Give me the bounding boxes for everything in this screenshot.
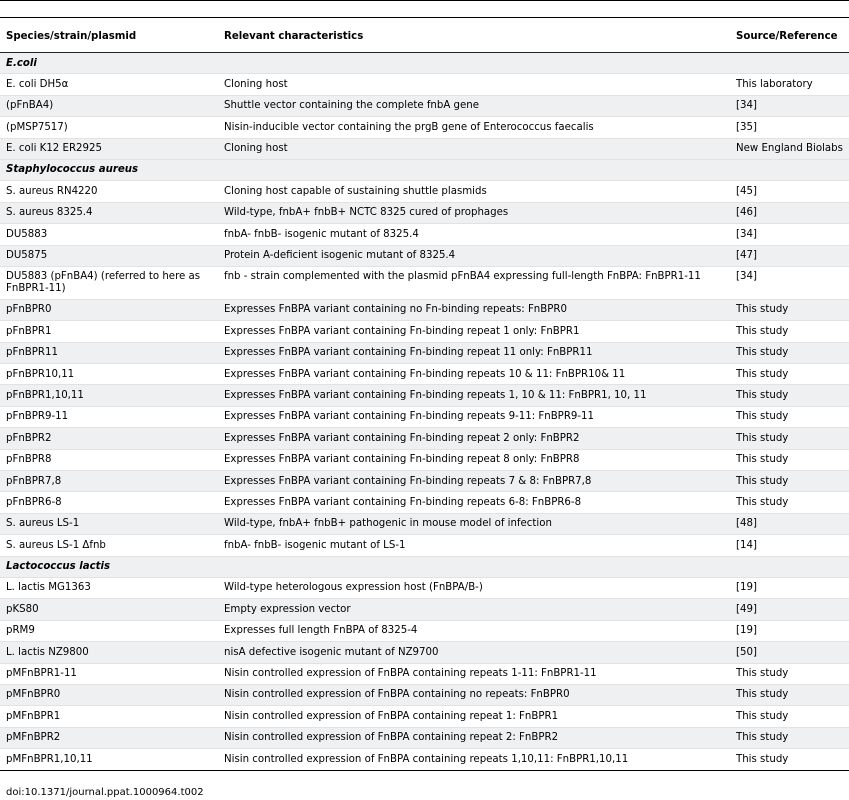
table-top-rule: [0, 0, 849, 1]
cell-source: This study: [730, 299, 849, 320]
cell-strain: pFnBPR7,8: [0, 471, 218, 492]
strains-table: [0, 27, 849, 771]
cell-characteristics: Expresses FnBPA variant containing Fn-binding repeats 1, 10 & 11: FnBPR1, 10, 11: [218, 385, 730, 406]
cell-strain: DU5875: [0, 245, 218, 266]
cell-source: [49]: [730, 599, 849, 620]
cell-source: This study: [730, 663, 849, 684]
doi-caption: doi:10.1371/journal.ppat.1000964.t002: [6, 787, 204, 798]
header-source: Source/Reference: [730, 27, 849, 53]
cell-source: This study: [730, 449, 849, 470]
table-row: [0, 620, 849, 641]
table-row: [0, 266, 849, 299]
table-row: [0, 513, 849, 534]
cell-source: [14]: [730, 535, 849, 556]
cell-characteristics: Expresses FnBPA variant containing Fn-binding repeat 2 only: FnBPR2: [218, 428, 730, 449]
table-title-rule: [0, 17, 849, 18]
cell-source: [34]: [730, 95, 849, 116]
cell-source: This study: [730, 321, 849, 342]
table-row: [0, 749, 849, 770]
table-row: [0, 663, 849, 684]
cell-strain: pMFnBPR1-11: [0, 663, 218, 684]
cell-characteristics: Shuttle vector containing the complete fnbA gene: [218, 95, 730, 116]
cell-source: [19]: [730, 577, 849, 598]
section-label: Staphylococcus aureus: [0, 159, 849, 180]
cell-characteristics: Nisin controlled expression of FnBPA containing no repeats: FnBPR0: [218, 684, 730, 705]
cell-source: New England Biolabs: [730, 138, 849, 159]
table-row: [0, 642, 849, 663]
table-row: [0, 74, 849, 95]
cell-characteristics: Nisin controlled expression of FnBPA containing repeats 1-11: FnBPR1-11: [218, 663, 730, 684]
cell-strain: E. coli K12 ER2925: [0, 138, 218, 159]
cell-source: This study: [730, 684, 849, 705]
cell-strain: pMFnBPR1,10,11: [0, 749, 218, 770]
cell-source: [45]: [730, 181, 849, 202]
cell-strain: L. lactis MG1363: [0, 577, 218, 598]
table-row: [0, 181, 849, 202]
header-row: [0, 27, 849, 53]
cell-characteristics: Cloning host capable of sustaining shuttle plasmids: [218, 181, 730, 202]
cell-characteristics: Expresses full length FnBPA of 8325-4: [218, 620, 730, 641]
cell-source: [35]: [730, 117, 849, 138]
section-label: E.coli: [0, 53, 849, 74]
cell-strain: S. aureus LS-1 Δfnb: [0, 535, 218, 556]
table-row: [0, 684, 849, 705]
table-row: [0, 471, 849, 492]
table-row: [0, 577, 849, 598]
table-row: [0, 385, 849, 406]
section-row: [0, 159, 849, 180]
cell-characteristics: Expresses FnBPA variant containing Fn-binding repeats 7 & 8: FnBPR7,8: [218, 471, 730, 492]
cell-source: This laboratory: [730, 74, 849, 95]
cell-strain: pRM9: [0, 620, 218, 641]
table-row: [0, 299, 849, 320]
table-row: [0, 95, 849, 116]
cell-characteristics: Wild-type heterologous expression host (FnBPA/B-): [218, 577, 730, 598]
cell-source: [19]: [730, 620, 849, 641]
table-row: [0, 406, 849, 427]
cell-source: [50]: [730, 642, 849, 663]
table-row: [0, 245, 849, 266]
cell-source: This study: [730, 492, 849, 513]
section-row: [0, 556, 849, 577]
table-row: [0, 599, 849, 620]
table-row: [0, 117, 849, 138]
table-body: [0, 53, 849, 771]
cell-characteristics: Empty expression vector: [218, 599, 730, 620]
section-row: [0, 53, 849, 74]
cell-characteristics: Protein A-deficient isogenic mutant of 8325.4: [218, 245, 730, 266]
cell-strain: pFnBPR1: [0, 321, 218, 342]
cell-characteristics: Expresses FnBPA variant containing Fn-binding repeats 6-8: FnBPR6-8: [218, 492, 730, 513]
cell-strain: pKS80: [0, 599, 218, 620]
table-row: [0, 342, 849, 363]
cell-source: [48]: [730, 513, 849, 534]
table-row: [0, 727, 849, 748]
cell-source: This study: [730, 385, 849, 406]
cell-strain: pFnBPR10,11: [0, 364, 218, 385]
table-row: [0, 364, 849, 385]
header-species: Species/strain/plasmid: [0, 27, 218, 53]
cell-source: This study: [730, 406, 849, 427]
cell-characteristics: Nisin controlled expression of FnBPA containing repeats 1,10,11: FnBPR1,10,11: [218, 749, 730, 770]
cell-strain: S. aureus RN4220: [0, 181, 218, 202]
cell-characteristics: Expresses FnBPA variant containing Fn-binding repeats 9-11: FnBPR9-11: [218, 406, 730, 427]
cell-characteristics: Nisin controlled expression of FnBPA containing repeat 1: FnBPR1: [218, 706, 730, 727]
cell-characteristics: Expresses FnBPA variant containing Fn-binding repeat 8 only: FnBPR8: [218, 449, 730, 470]
cell-strain: pFnBPR2: [0, 428, 218, 449]
table-row: [0, 706, 849, 727]
cell-strain: DU5883 (pFnBA4) (referred to here as FnBPR1-11): [0, 266, 218, 299]
cell-characteristics: Wild-type, fnbA+ fnbB+ NCTC 8325 cured of prophages: [218, 202, 730, 223]
cell-source: This study: [730, 342, 849, 363]
cell-strain: S. aureus LS-1: [0, 513, 218, 534]
cell-strain: pMFnBPR2: [0, 727, 218, 748]
section-label: Lactococcus lactis: [0, 556, 849, 577]
cell-source: [34]: [730, 224, 849, 245]
cell-characteristics: Nisin-inducible vector containing the prgB gene of Enterococcus faecalis: [218, 117, 730, 138]
cell-characteristics: Nisin controlled expression of FnBPA containing repeat 2: FnBPR2: [218, 727, 730, 748]
cell-source: [46]: [730, 202, 849, 223]
cell-strain: E. coli DH5α: [0, 74, 218, 95]
table-row: [0, 535, 849, 556]
cell-strain: pFnBPR1,10,11: [0, 385, 218, 406]
cell-source: This study: [730, 749, 849, 770]
cell-strain: pFnBPR6-8: [0, 492, 218, 513]
cell-characteristics: Expresses FnBPA variant containing Fn-binding repeat 11 only: FnBPR11: [218, 342, 730, 363]
cell-strain: pFnBPR11: [0, 342, 218, 363]
cell-source: This study: [730, 364, 849, 385]
cell-strain: pFnBPR8: [0, 449, 218, 470]
cell-characteristics: fnbA- fnbB- isogenic mutant of 8325.4: [218, 224, 730, 245]
cell-characteristics: fnbA- fnbB- isogenic mutant of LS-1: [218, 535, 730, 556]
table-row: [0, 138, 849, 159]
cell-strain: pMFnBPR1: [0, 706, 218, 727]
table-row: [0, 202, 849, 223]
cell-source: This study: [730, 706, 849, 727]
cell-characteristics: nisA defective isogenic mutant of NZ9700: [218, 642, 730, 663]
cell-characteristics: Expresses FnBPA variant containing Fn-binding repeat 1 only: FnBPR1: [218, 321, 730, 342]
table-row: [0, 428, 849, 449]
table-header: [0, 27, 849, 53]
cell-characteristics: Wild-type, fnbA+ fnbB+ pathogenic in mouse model of infection: [218, 513, 730, 534]
cell-characteristics: Cloning host: [218, 74, 730, 95]
cell-strain: pFnBPR9-11: [0, 406, 218, 427]
table-row: [0, 449, 849, 470]
cell-strain: (pMSP7517): [0, 117, 218, 138]
table-row: [0, 224, 849, 245]
cell-source: This study: [730, 727, 849, 748]
cell-characteristics: Expresses FnBPA variant containing no Fn-binding repeats: FnBPR0: [218, 299, 730, 320]
table-row: [0, 321, 849, 342]
cell-source: This study: [730, 428, 849, 449]
cell-strain: DU5883: [0, 224, 218, 245]
cell-source: [34]: [730, 266, 849, 299]
cell-characteristics: Cloning host: [218, 138, 730, 159]
cell-strain: (pFnBA4): [0, 95, 218, 116]
cell-characteristics: fnb - strain complemented with the plasmid pFnBA4 expressing full-length FnBPA: FnBPR1-11: [218, 266, 730, 299]
cell-source: This study: [730, 471, 849, 492]
cell-strain: S. aureus 8325.4: [0, 202, 218, 223]
cell-strain: L. lactis NZ9800: [0, 642, 218, 663]
cell-characteristics: Expresses FnBPA variant containing Fn-binding repeats 10 & 11: FnBPR10& 11: [218, 364, 730, 385]
header-characteristics: Relevant characteristics: [218, 27, 730, 53]
cell-source: [47]: [730, 245, 849, 266]
cell-strain: pMFnBPR0: [0, 684, 218, 705]
table-row: [0, 492, 849, 513]
cell-strain: pFnBPR0: [0, 299, 218, 320]
